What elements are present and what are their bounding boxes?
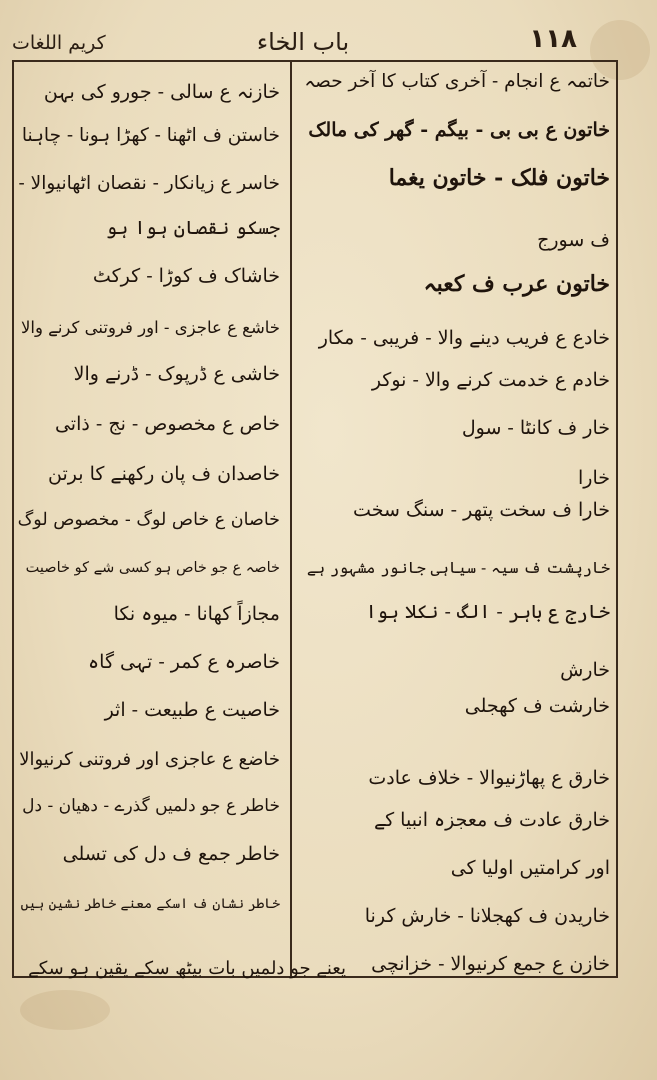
entry: خاشاک ف کوڑا - کرکٹ [92,265,280,287]
footer-line: یعنے جو دلمیں بات بیٹھ سکے یقین ہو سکے [28,958,346,979]
entry: خاشع ع عاجزی - اور فروتنی کرنے والا [20,318,280,337]
entry: خاتون عرب ف کعبہ [423,271,610,297]
entry: خاص ع مخصوص - نج - ذاتی [54,413,280,435]
entry: خاتون فلک - خاتون یغما [388,165,610,191]
page-header [8,20,643,60]
entry: خارپشت ف سیہ - سیاہی جانور مشہور ہے [306,559,610,577]
entry: خادم ع خدمت کرنے والا - نوکر [371,369,610,391]
column-divider [290,60,292,978]
entry: خاستن ف اٹھنا - کھڑا ہونا - چاہنا [21,125,280,146]
entry: خازنہ ع سالی - جورو کی بہن [43,81,280,103]
entry: خادع ع فریب دینے والا - فریبی - مکار [318,327,610,349]
entry: خارشت ف کھجلی [464,695,610,717]
entry: خاضع ع عاجزی اور فروتنی کرنیوالا [19,749,280,770]
book-title: کریم اللغات [12,32,106,54]
entry: خاصہ ع جو خاص ہو کسی شے کو خاصیت [25,560,280,576]
entry: خاطر جمع ف دل کی تسلی [62,843,280,865]
entry: اور کرامتیں اولیا کی [450,857,610,879]
entry: خاطر نشان ف اسکے معنے خاطر نشین ہیں [20,896,280,912]
entry: خاصان ع خاص لوگ - مخصوص لوگ [17,510,280,530]
entry: ف سورج [537,229,610,251]
entry: خاطر ع جو دلمیں گذرے - دھیان - دل [22,796,280,816]
page-number: ۱۱۸ [529,24,577,54]
paper-stain [20,990,110,1030]
entry: خاریدن ف کھجلانا - خارش کرنا [364,905,610,927]
entry: خاصدان ف پان رکھنے کا برتن [48,463,280,485]
entry: خازن ع جمع کرنیوالا - خزانچی [371,953,610,975]
entry: مجازاً کھانا - میوہ نکا [113,603,280,625]
entry: خار ف کانٹا - سول [461,417,610,439]
entry: خارش [560,659,610,681]
entry: خاشی ع ڈرپوک - ڈرنے والا [73,363,280,385]
entry: خاسر ع زیانکار - نقصان اٹھانیوالا - [18,173,280,194]
entry: خارا ف سخت پتھر - سنگ سخت [353,499,610,521]
entry: خارق عادت ف معجزہ انبیا کے [373,809,610,831]
chapter-title: باب الخاء [256,28,350,56]
entry: خاصیت ع طبیعت - اثر [104,699,280,721]
entry: خارق ع پھاڑنیوالا - خلاف عادت [368,767,610,789]
entry: خارا [578,467,610,489]
entry: خارج ع باہر - الگ - نکلا ہوا [365,601,610,623]
entry: خاتمہ ع انجام - آخری کتاب کا آخر حصہ [304,71,610,92]
entry: خاصرہ ع کمر - تہی گاہ [88,651,280,673]
entry: جسکو نقصان ہوا ہو [106,217,280,239]
entry: خاتون ع بی بی - بیگم - گھر کی مالک [308,119,610,141]
